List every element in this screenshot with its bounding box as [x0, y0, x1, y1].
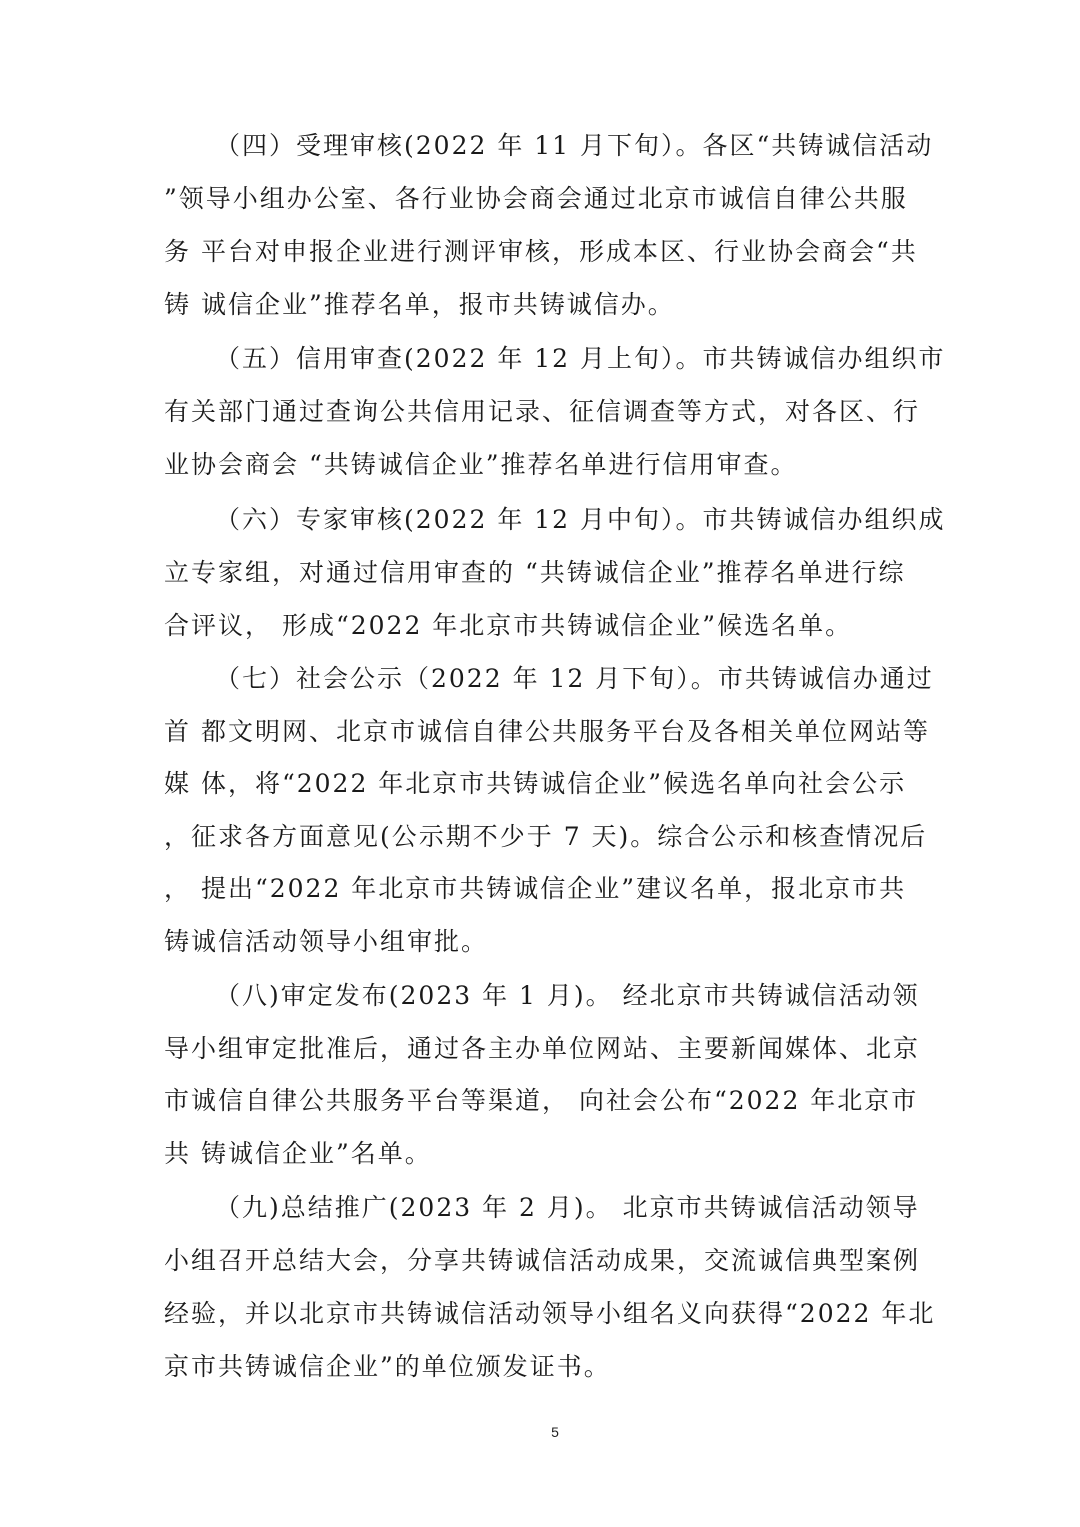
paragraph-4-line-4: 铸 诚信企业”推荐名单，报市共铸诚信办。 [164, 290, 675, 319]
paragraph-5-line-2: 有关部门通过查询公共信用记录、征信调查等方式，对各区、行 [164, 397, 921, 426]
paragraph-9-line-1: （九)总结推广(2023 年 2 月)。 北京市共铸诚信活动领导 [215, 1193, 920, 1222]
paragraph-4-line-1: （四）受理审核(2022 年 11 月下旬）。各区“共铸诚信活动 [215, 131, 934, 160]
paragraph-9-line-3: 经验，并以北京市共铸诚信活动领导小组名义向获得“2022 年北 [164, 1299, 936, 1328]
paragraph-7-line-1: （七）社会公示（2022 年 12 月下旬）。市共铸诚信办通过 [215, 664, 934, 693]
paragraph-5-line-1: （五）信用审查(2022 年 12 月上旬）。市共铸诚信办组织市 [215, 344, 946, 373]
paragraph-6-line-1: （六）专家审核(2022 年 12 月中旬）。市共铸诚信办组织成 [215, 505, 946, 534]
paragraph-8-line-4: 共 铸诚信企业”名单。 [164, 1139, 432, 1168]
paragraph-4-line-2: ”领导小组办公室、各行业协会商会通过北京市诚信自律公共服 [164, 184, 908, 213]
paragraph-7-line-6: 铸诚信活动领导小组审批。 [164, 927, 489, 956]
paragraph-7-line-2: 首 都文明网、北京市诚信自律公共服务平台及各相关单位网站等 [164, 717, 930, 746]
paragraph-6-line-2: 立专家组，对通过信用审查的 “共铸诚信企业”推荐名单进行综 [164, 558, 906, 587]
paragraph-8-line-1: （八)审定发布(2023 年 1 月)。 经北京市共铸诚信活动领 [215, 981, 920, 1010]
page-number: 5 [551, 1424, 559, 1440]
paragraph-8-line-2: 导小组审定批准后，通过各主办单位网站、主要新闻媒体、北京 [164, 1034, 921, 1063]
paragraph-9-line-2: 小组召开总结大会，分享共铸诚信活动成果，交流诚信典型案例 [164, 1246, 921, 1275]
paragraph-8-line-3: 市诚信自律公共服务平台等渠道， 向社会公布“2022 年北京市 [164, 1086, 919, 1115]
paragraph-6-line-3: 合评议， 形成“2022 年北京市共铸诚信企业”候选名单。 [164, 611, 853, 640]
paragraph-5-line-3: 业协会商会 “共铸诚信企业”推荐名单进行信用审查。 [164, 450, 798, 479]
paragraph-7-line-3: 媒 体，将“2022 年北京市共铸诚信企业”候选名单向社会公示 [164, 769, 907, 798]
paragraph-4-line-3: 务 平台对申报企业进行测评审核，形成本区、行业协会商会“共 [164, 237, 918, 266]
paragraph-9-line-4: 京市共铸诚信企业”的单位颁发证书。 [164, 1352, 611, 1381]
paragraph-7-line-4: ，征求各方面意见(公示期不少于 7 天)。综合公示和核查情况后 [164, 822, 928, 851]
paragraph-7-line-5: ， 提出“2022 年北京市共铸诚信企业”建议名单，报北京市共 [164, 874, 907, 903]
